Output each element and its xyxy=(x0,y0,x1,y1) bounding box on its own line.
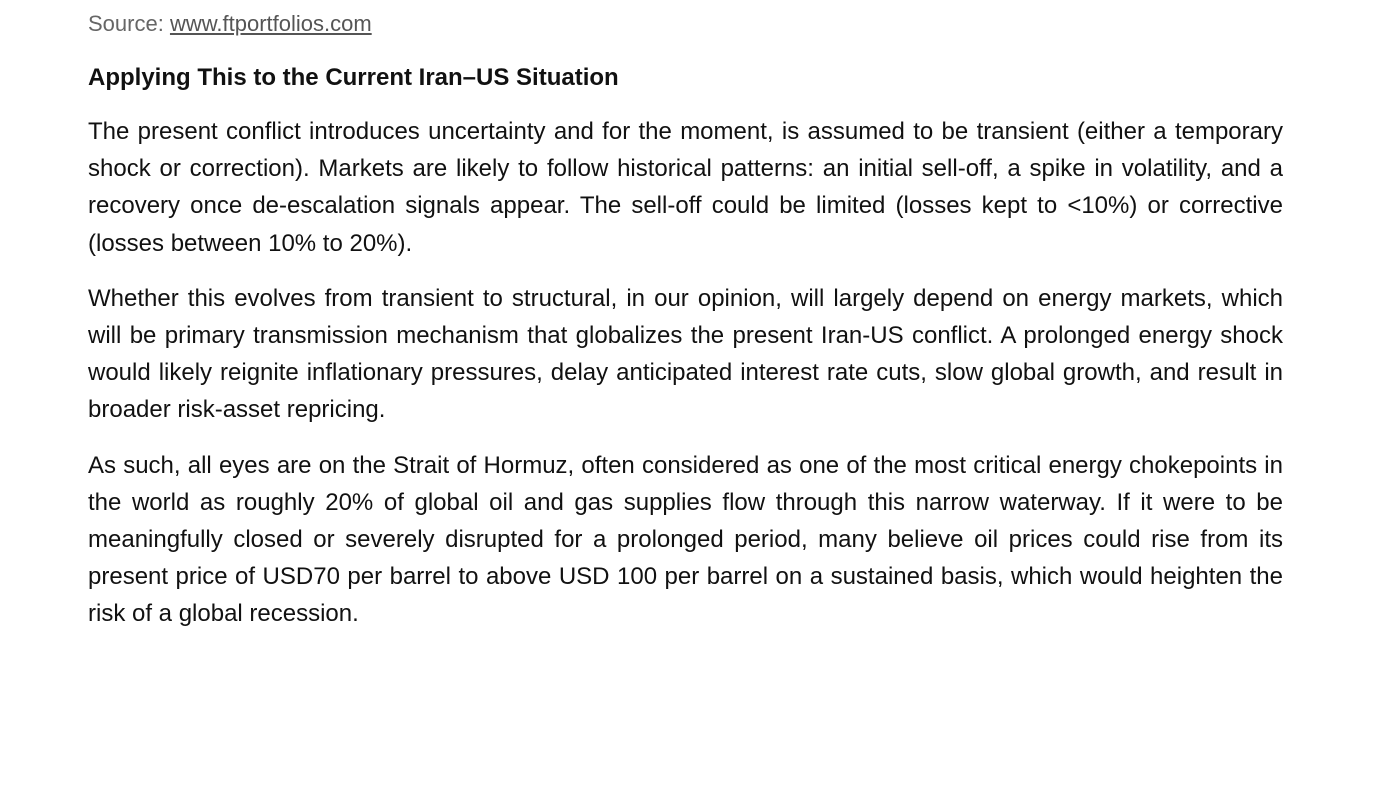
document-page xyxy=(88,6,1283,633)
paragraph-strait-of-hormuz: As such, all eyes are on the Strait of Hormuz, often considered as one of the most critical energy chokepoints in the world as roughly 20% of global oil and gas supplies flow through this narrow waterway. If it were to be meaningfully closed or severely disrupted for a prolonged period, many believe oil prices could rise from its present price of USD70 per barrel to above USD 100 per barrel on a sustained basis, which would heighten the risk of a global recession. xyxy=(88,451,1283,628)
source-link[interactable]: www.ftportfolios.com xyxy=(169,11,372,36)
paragraph-outlook: The present conflict introduces uncertainty and for the moment, is assumed to be transient (either a temporary shock or correction). Markets are likely to follow historical patterns: an initial sell-off, a spike in volatility, and a recovery once de-escalation signals appear. The sell-off could be limited (losses kept to <10%) or corrective (losses between 10% to 20%). xyxy=(88,118,1283,257)
section-heading: Applying This to the Current Iran–US Situation xyxy=(88,64,619,91)
paragraph-energy-markets: Whether this evolves from transient to structural, in our opinion, will largely depend on energy markets, which will be primary transmission mechanism that globalizes the present Iran-US conflict. A prolonged energy shock would likely reignite inflationary pressures, delay anticipated interest rate cuts, slow global growth, and result in broader risk-asset repricing. xyxy=(88,284,1283,424)
source-label: Source: xyxy=(88,11,164,36)
source-line xyxy=(88,6,1283,42)
